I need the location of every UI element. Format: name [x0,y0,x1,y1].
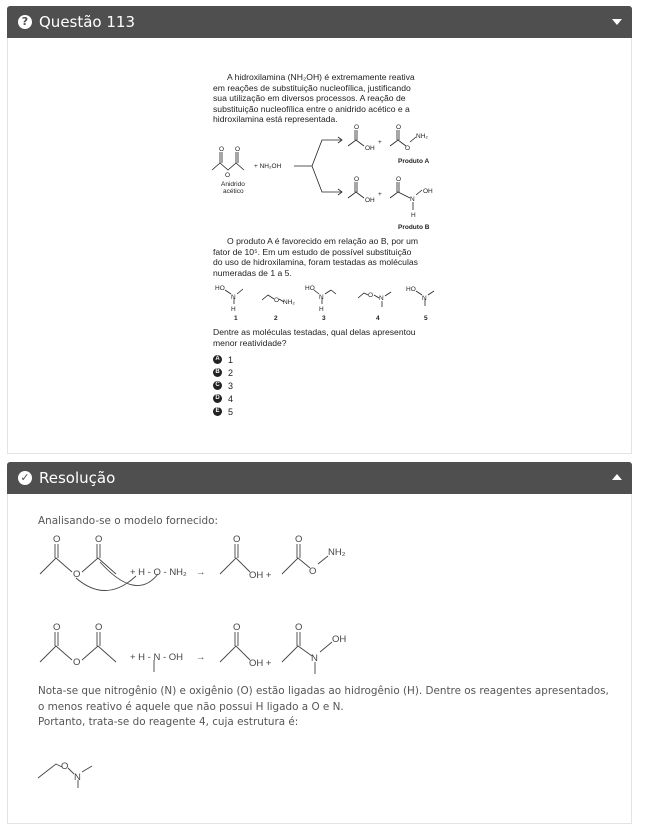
oh-label: OH [332,634,347,645]
letter-c-icon: C [213,381,222,390]
nh2-label: NH₂ [328,547,346,558]
molecule-number: 5 [424,315,428,322]
question-header[interactable] [7,6,632,38]
question-middle: O produto A é favorecido em relação ao B, por um fator de 10⁵. Em um estudo de possível substituição do uso de hidroxilamina, foram testadas as moléculas numeradas de 1 a 5. [213,236,419,278]
resolution-paragraph: Nota-se que nitrogênio (N) e oxigênio (O) estão ligadas ao hidrogênio (H). Dentre os reagentes apresentados, o menos reativo é aquele que não possui H ligado a O e N. Portanto, trata-se do reagente 4, cuja estrutura é: [38,685,609,728]
nh2-label: NH₂ [283,299,295,306]
eq1-reagent: + H - O - NH₂ [130,567,187,578]
ho-label: HO [215,285,225,292]
question-ask: Dentre as moléculas testadas, qual delas apresentou menor reatividade? [213,327,416,348]
product-b-label: Produto B [398,224,430,231]
oh-label: OH [365,145,375,152]
question-title: Questão 113 [39,13,136,31]
caret-up-icon[interactable] [612,474,622,480]
arrow-icon: → [196,567,206,578]
o-label: O [95,622,103,633]
final-structure [36,754,116,794]
resolution-equation-1 [36,532,376,602]
molecule-number: 1 [234,315,238,322]
question-intro: A hidroxilamina (NH₂OH) é extremamente reativa em reações de substituição nucleofílica, justificando sua utilização em diversos processos. A reação de substituição nucleofílica entre o anidrido acético e a hidroxilamina está representada. [213,72,415,125]
oh-label: OH [365,197,375,204]
n-label: N [379,295,384,302]
reaction-scheme [206,124,456,232]
alternative-e[interactable]: E 5 [213,407,233,418]
letter-d-icon: D [213,394,222,403]
n-label: N [311,653,318,664]
caret-down-icon[interactable] [612,19,622,25]
n-label: N [74,772,81,783]
resolution-title: Resolução [39,469,116,487]
o-label: O [354,124,360,131]
o-label: O [274,297,280,304]
eq1-product-oh: OH + [249,570,272,581]
o-label: O [219,146,225,153]
o-label: O [295,534,303,545]
check-circle-icon: ✓ [18,471,32,485]
anhydride-label-1: Anidrido [221,181,245,188]
o-label: O [235,146,241,153]
molecule-number: 4 [376,315,380,322]
hydroxylamine-label: + NH₂OH [254,163,282,170]
o-label: O [53,622,61,633]
o-label: O [396,124,402,131]
product-a-label: Produto A [398,158,430,165]
o-label: O [396,176,402,183]
o-label: O [405,145,411,152]
o-label: O [354,176,360,183]
oh-label: OH [423,188,433,195]
resolution-equation-2 [36,620,376,680]
o-label: O [233,534,241,545]
n-label: N [410,196,415,203]
molecule-number: 3 [322,315,326,322]
o-label: O [53,534,61,545]
o-label: O [225,172,231,179]
n-label: N [231,294,236,301]
alternative-a[interactable]: A 1 [213,355,233,366]
test-molecules [210,280,450,324]
resolution-header[interactable] [7,462,632,494]
arrow-icon: → [196,652,206,663]
alternative-d[interactable]: D 4 [213,394,233,405]
letter-e-icon: E [213,407,222,416]
plus-label: + [378,139,382,146]
n-label: N [422,295,427,302]
ho-label: HO [406,286,416,293]
o-label: O [309,566,317,577]
eq2-product-oh: OH + [249,658,272,669]
letter-b-icon: B [213,368,222,377]
n-label: N [319,294,324,301]
eq2-reagent: + H - N - OH [130,652,184,663]
plus-label: + [378,191,382,198]
resolution-intro: Analisando-se o modelo fornecido: [38,515,219,527]
alternative-b[interactable]: B 2 [213,368,233,379]
h-label: H [319,306,324,313]
h-label: H [231,306,236,313]
molecule-number: 2 [274,315,278,322]
o-label: O [233,622,241,633]
o-label: O [61,761,69,772]
ho-label: HO [305,285,315,292]
o-label: O [73,657,81,668]
h-label: H [411,212,416,219]
nh2-label: NH₂ [416,133,428,140]
o-label: O [368,292,374,299]
o-label: O [73,569,81,580]
o-label: O [95,534,103,545]
letter-a-icon: A [213,355,222,364]
question-circle-icon: ? [18,15,32,29]
o-label: O [295,622,303,633]
anhydride-label-2: acético [223,188,244,195]
alternative-c[interactable]: C 3 [213,381,233,392]
